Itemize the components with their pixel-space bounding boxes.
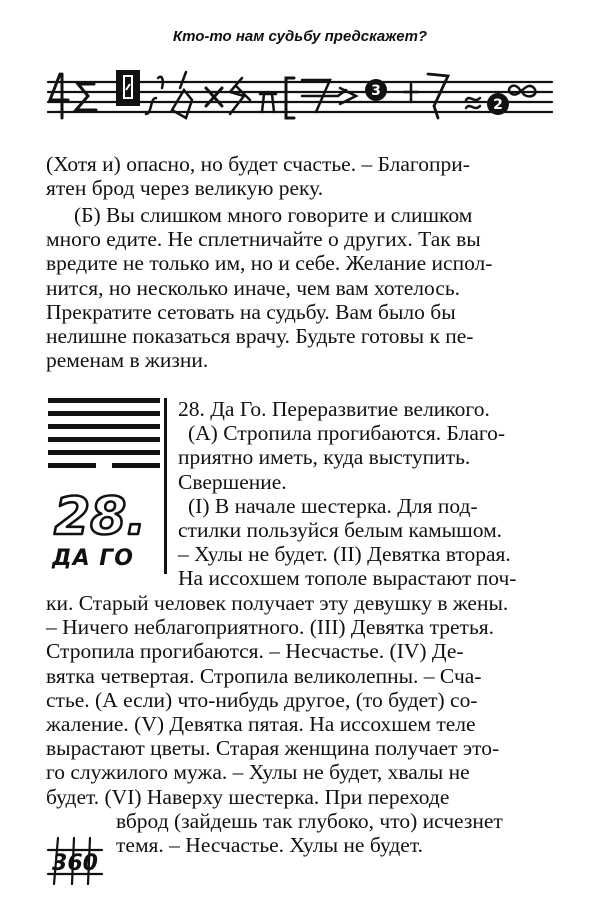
hexagram-column-text [178, 397, 554, 591]
hexagram-number-art [48, 482, 160, 542]
text-line: Стропила прогибаются. – Несчастье. (IV) Де- [46, 639, 464, 664]
hexagram-line-solid [48, 450, 160, 455]
svg-text:3: 3 [371, 83, 381, 99]
hexagram-full-text [46, 591, 554, 809]
hexagram-name: ДА ГО [52, 546, 134, 571]
text-line: много едите. Не сплетничайте о других. Так вы [46, 227, 481, 252]
text-line: го служилого мужа. – Хулы не будет, хвалы не [46, 760, 470, 785]
hexagram-number: 28. [54, 487, 147, 542]
hexagram-line-broken [48, 463, 96, 468]
text-line: приятно иметь, куда выступить. [178, 445, 471, 470]
text-line: нится, но несколько иначе, чем вам хотелось. [46, 275, 461, 300]
text-line: нелишне показаться врачу. Будьте готовы к пе- [46, 324, 474, 349]
section-b-paragraph [46, 203, 554, 372]
text-line: жаление. (V) Девятка пятая. На иссохшем теле [46, 712, 476, 737]
vertical-rule [164, 398, 167, 574]
hexagram-line-solid [48, 398, 160, 403]
text-line: вятка четвертая. Стропила великолепны. – Сча- [46, 663, 482, 688]
text-line: темя. – Несчастье. Хулы не будет. [116, 833, 423, 858]
text-line: вредите не только им, но и себе. Желание испол- [46, 251, 493, 276]
text-line: (Хотя и) опасно, но будет счастье. – Благопри- [46, 152, 470, 176]
text-line: стье. (А если) что-нибудь другое, (то будет) со- [46, 687, 478, 712]
text-line: На иссохшем тополе вырастают поч- [178, 566, 517, 591]
text-line: стилки пользуйся белым камышом. [178, 518, 503, 543]
text-line: – Хулы не будет. (II) Девятка вторая. [178, 542, 511, 567]
page-number: 360 [52, 851, 98, 876]
decorative-symbol-band [46, 66, 554, 122]
text-line: ки. Старый человек получает эту девушку в жены. [46, 591, 509, 615]
hexagram-line-broken [112, 463, 160, 468]
text-line: вброд (зайдешь так глубоко, что) исчезнет [116, 809, 503, 833]
text-line: вырастают цветы. Старая женщина получает это- [46, 736, 500, 761]
text-line: ятен брод через великую реку. [46, 176, 324, 201]
text-line: будет. (VI) Наверху шестерка. При переходе [46, 784, 450, 809]
page-number-art [44, 836, 106, 886]
text-line: (Б) Вы слишком много говорите и слишком [74, 203, 473, 227]
hexagram-line-solid [48, 424, 160, 429]
top-paragraph [46, 152, 554, 200]
svg-text:2: 2 [493, 97, 503, 113]
text-line: – Ничего неблагоприятного. (III) Девятка третья. [46, 615, 495, 640]
hexagram-tail-text [116, 809, 554, 857]
hexagram-line-solid [48, 437, 160, 442]
hexagram-line-solid [48, 411, 160, 416]
text-line: 28. Да Го. Переразвитие великого. [178, 397, 490, 421]
text-line: ременам в жизни. [46, 348, 209, 373]
text-line: Свершение. [178, 469, 287, 494]
text-line: Прекратите сетовать на судьбу. Вам было бы [46, 299, 456, 324]
running-header: Кто-то нам судьбу предскажет? [172, 28, 428, 45]
text-line: (I) В начале шестерка. Для под- [188, 493, 478, 518]
text-line: (А) Стропила прогибаются. Благо- [188, 421, 506, 446]
